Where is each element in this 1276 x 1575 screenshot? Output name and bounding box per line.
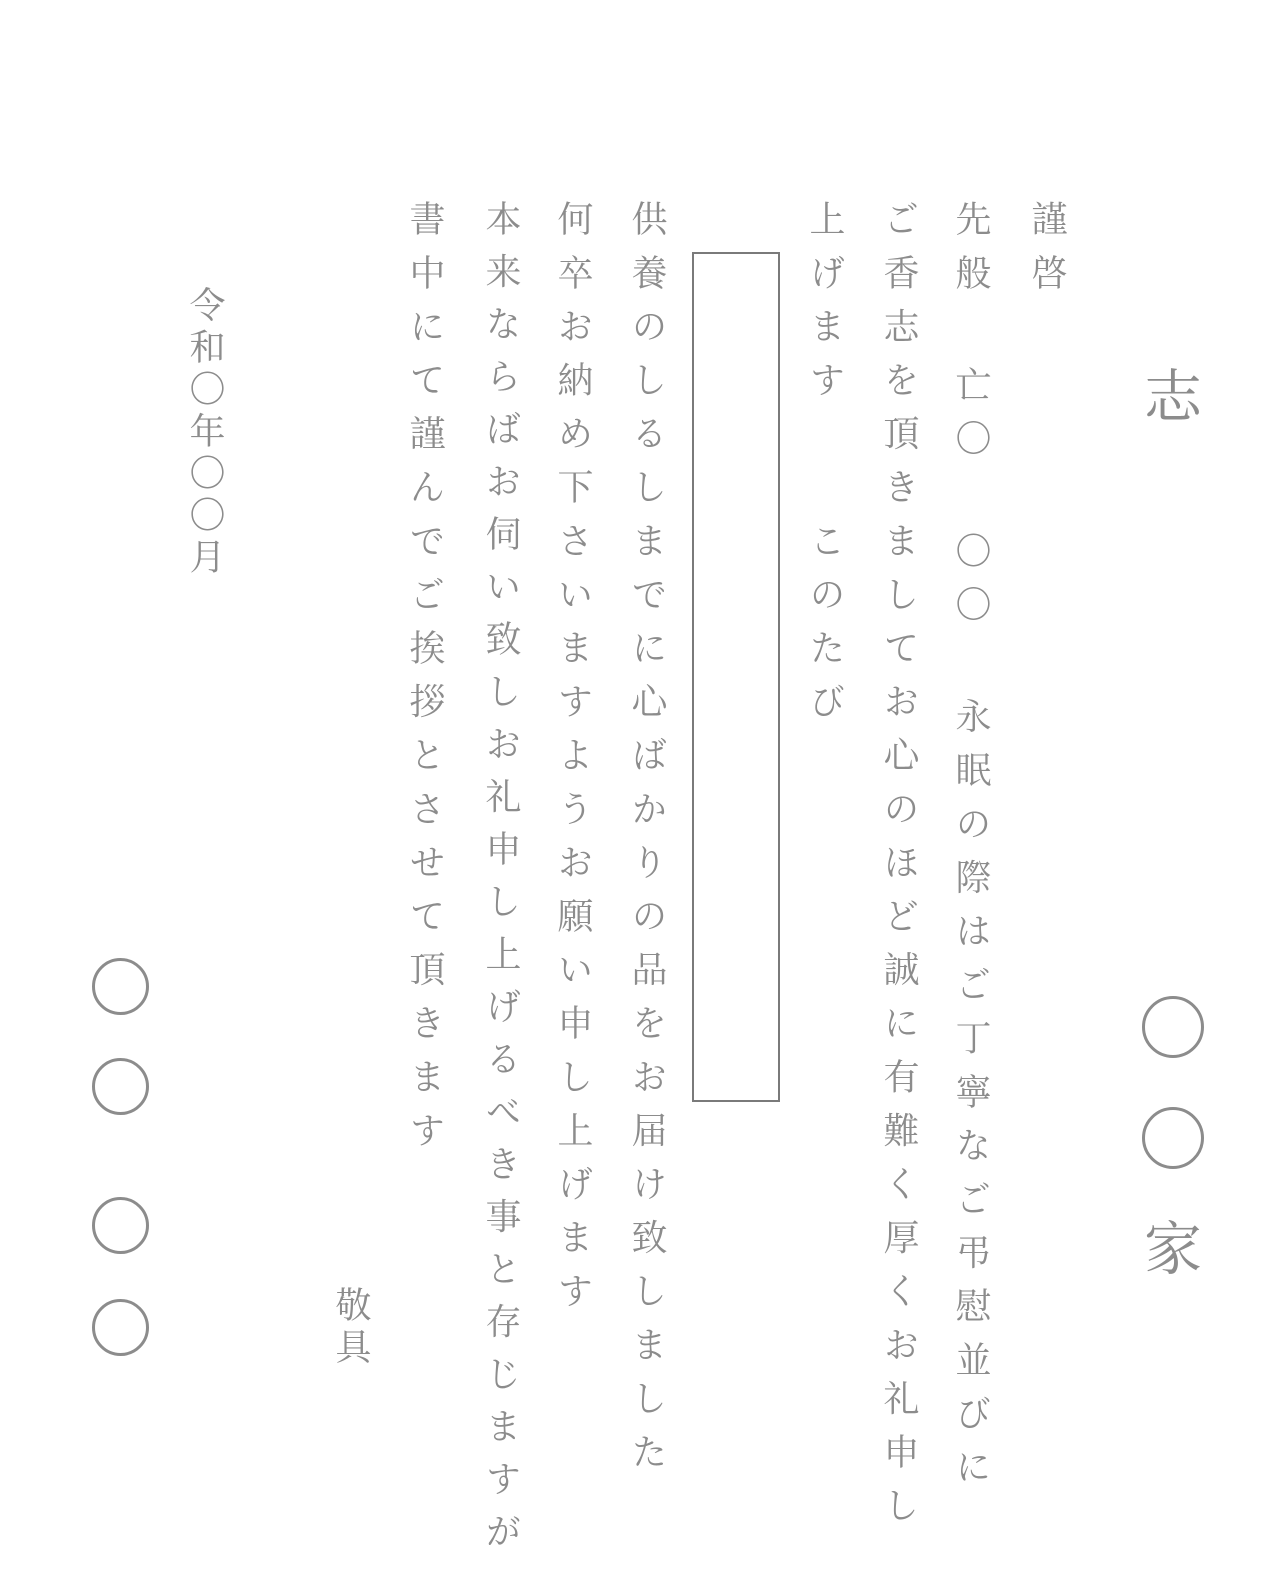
body-line-6: 本来ならばお伺い致しお礼申し上げるべき事と存じますが [480, 200, 521, 1565]
sender-name-placeholder-2 [92, 1058, 149, 1115]
body-line-1: 先般 亡〇 〇〇 永眠の際はご丁寧なご弔慰並びに [950, 200, 991, 1502]
body-line-3: 上げます このたび [804, 200, 845, 736]
sender-name-placeholder-3 [92, 1197, 149, 1254]
family-suffix: 家 [1144, 1215, 1203, 1283]
body-line-5: 何卒お納め下さいますようお願い申し上げます [552, 200, 593, 1326]
body-line-4: 供養のしるしまでに心ばかりの品をお届け致しました [626, 200, 667, 1487]
letter-date: 令和〇年〇〇月 [184, 286, 225, 580]
salutation: 謹啓 [1026, 200, 1067, 308]
body-line-2: ご香志を頂きましてお心のほど誠に有難く厚くお礼申し [878, 200, 919, 1540]
letter-title: 志 [1144, 363, 1203, 431]
body-line-7: 書中にて謹んでご挨拶とさせて頂きます [404, 200, 445, 1165]
family-name-placeholder-2 [1142, 1107, 1204, 1169]
gift-name-box [692, 252, 780, 1102]
family-name-placeholder-1 [1142, 996, 1204, 1058]
sender-name-placeholder-1 [92, 958, 149, 1015]
sender-name-placeholder-4 [92, 1299, 149, 1356]
closing-keigu: 敬具 [330, 1286, 371, 1370]
